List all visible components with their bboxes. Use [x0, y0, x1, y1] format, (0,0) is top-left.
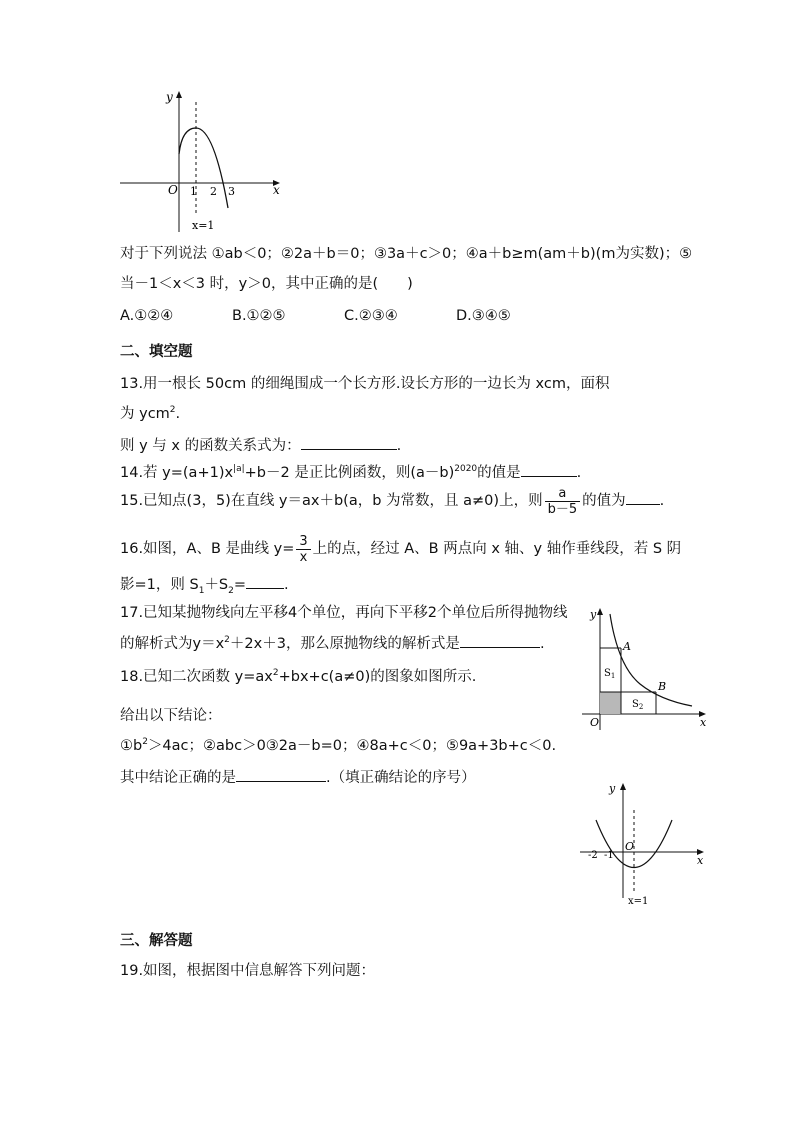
tick-2: 2	[210, 185, 217, 198]
option-b: B.①②⑤	[232, 308, 286, 324]
q13-line1: 13.用一根长 50cm 的细绳围成一个长方形.设长方形的一边长为 xcm，面积	[120, 376, 610, 392]
parabola-curve	[179, 128, 228, 208]
q16-answer-blank[interactable]	[246, 574, 284, 589]
q15-line: 15.已知点(3，5)在直线 y＝ax＋b(a，b 为常数，且 a≠0)上，则 $\frac{a}{b-5}$ 的值为 .	[120, 485, 665, 517]
section3-title: 三、解答题	[120, 933, 193, 949]
y-label: y	[609, 782, 616, 795]
q17-line2: 的解析式为$y=x^2+2x+3$，那么原抛物线的解析式是 .	[120, 633, 545, 654]
axis-equation-label: x=1	[192, 219, 215, 232]
x-label: x	[697, 854, 704, 867]
y-label: y	[166, 90, 173, 104]
s2-label: $S_2$	[632, 699, 644, 711]
q17-answer-blank[interactable]	[460, 633, 540, 648]
q12-options	[120, 306, 568, 326]
tick-1: 1	[190, 185, 197, 198]
tick-minus-1: -1	[604, 850, 614, 861]
x-label: x	[700, 716, 707, 729]
tick-3: 3	[228, 185, 235, 198]
q16-line1: 16.如图，A、B 是曲线 y= $\frac{3}{x}$ 上的点，经过 A、B 两点向 x 轴、y 轴作垂线段，若 S 阴	[120, 533, 682, 565]
point-b-label: B	[658, 680, 667, 693]
tick-minus-2: -2	[588, 850, 598, 861]
q16-line2: 影=1，则 $S_1+S_2=$ .	[120, 574, 289, 595]
q18-line2: 给出以下结论：	[120, 708, 222, 724]
s1-label: $S_1$	[604, 668, 616, 680]
q17-line1: 17.已知某抛物线向左平移4个单位，再向下平移2个单位后所得抛物线	[120, 605, 568, 621]
option-c: C.②③④	[344, 308, 398, 324]
q18-line3: $①b^2>4ac$；②abc＞0③2a－b=0；④8a+c＜0；⑤9a+3b+c＜0.	[120, 737, 557, 754]
q14-answer-blank[interactable]	[521, 462, 577, 477]
q15-fraction: $\frac{a}{b-5}$	[545, 486, 581, 517]
q16-hyperbola-graph	[580, 606, 710, 732]
y-axis-arrow	[597, 608, 603, 615]
y-axis-arrow	[176, 91, 182, 98]
q12-parabola-graph	[118, 88, 284, 236]
q13-line3: 则 y 与 x 的函数关系式为： .	[120, 435, 401, 456]
q18-line4: 其中结论正确的是 .（填正确结论的序号）	[120, 767, 476, 788]
q18-answer-blank[interactable]	[236, 767, 326, 782]
shaded-region	[600, 692, 621, 714]
origin-label: O	[590, 716, 600, 729]
origin-label: O	[625, 840, 635, 853]
q15-answer-blank[interactable]	[626, 490, 660, 505]
q14-line: 14.若 $y=(a+1)x^{|a|}+b-2$ 是正比例函数，则$(a-b)^{2020}$的值是 .	[120, 462, 581, 483]
q13-answer-blank[interactable]	[301, 435, 397, 450]
q13-line2: 为 ycm$^2$.	[120, 405, 181, 422]
option-a: A.①②④	[120, 308, 174, 324]
x-label: x	[273, 183, 280, 197]
origin-label: O	[168, 183, 178, 197]
q19-line1: 19.如图，根据图中信息解答下列问题：	[120, 963, 376, 979]
section2-title: 二、填空题	[120, 344, 193, 360]
q18-parabola-graph	[578, 780, 708, 908]
q18-line1: 18.已知二次函数 $y=ax^2+bx+c(a\ne 0)$的图象如图所示.	[120, 668, 477, 685]
option-d: D.③④⑤	[456, 308, 511, 324]
q12-stem-line2: 当－1＜x＜3 时，y＞0，其中正确的是( )	[120, 276, 413, 292]
point-a-label: A	[623, 640, 631, 653]
q16-fraction: $\frac{3}{x}$	[296, 534, 310, 565]
y-label: y	[590, 608, 597, 621]
y-axis-arrow	[620, 783, 626, 790]
axis-equation-label: x=1	[628, 896, 649, 907]
q12-stem-line1: 对于下列说法 ①ab＜0；②2a＋b＝0；③3a＋c＞0；④a＋b≥m(am＋b)(m为实数)；⑤	[120, 246, 693, 262]
